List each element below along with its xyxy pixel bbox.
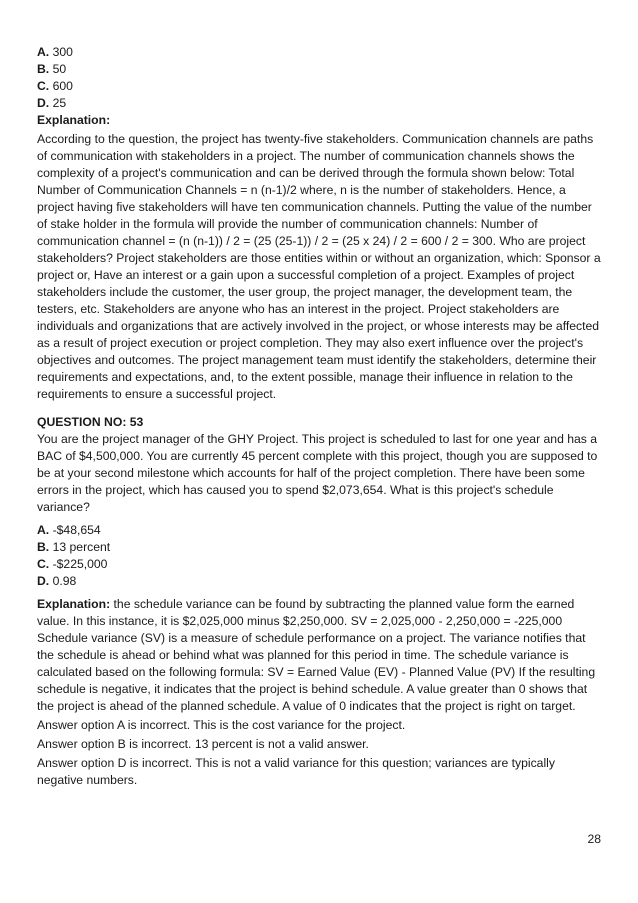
option-letter: C. bbox=[37, 557, 50, 571]
q52-options bbox=[37, 44, 603, 112]
explanation-label: Explanation: bbox=[37, 597, 111, 611]
option-text: 600 bbox=[49, 79, 73, 93]
explanation-label: Explanation: bbox=[37, 113, 111, 127]
option-b bbox=[37, 61, 603, 78]
option-letter: B. bbox=[37, 540, 50, 554]
page-number: 28 bbox=[587, 832, 601, 846]
option-letter: A. bbox=[37, 523, 50, 537]
explanation-text: the schedule variance can be found by subtracting the planned value form the earned value. In this instance, it is $2,025,000 minus $2,250,000. SV = 2,025,000 - 2,250,000 = -225,000 Schedule variance (SV) is a measure of schedule performance on a project. The variance notifies that the schedule is ahead or behind what was planned for this period in time. The schedule variance is calculated based on the following formula: SV = Earned Value (EV) - Planned Value (PV) If the resulting schedule is negative, it indicates that the project is behind schedule. A value greater than 0 shows that the project is ahead of the planned schedule. A value of 0 indicates that the project is right on target. bbox=[37, 597, 596, 713]
option-a bbox=[37, 44, 603, 61]
answer-note: Answer option B is incorrect. 13 percent is not a valid answer. bbox=[37, 737, 369, 751]
explanation-paragraph bbox=[37, 596, 603, 715]
option-text: 50 bbox=[49, 62, 67, 76]
option-text: 25 bbox=[49, 96, 67, 110]
option-text: 300 bbox=[49, 45, 73, 59]
answer-note: Answer option D is incorrect. This is not a valid variance for this question; variances are typically negative numbers. bbox=[37, 756, 555, 787]
explanation-text: According to the question, the project has twenty-five stakeholders. Communication channels are paths of communication with stakeholders in a project. The number of communication channels shows the complexity of a project's communication and can be derived through the formula shown below: Total Number of Communication Channels = n (n-1)/2 where, n is the number of stakeholders. Hence, a project having five stakeholders will have ten communication channels. Putting the value of the number of stake holder in the formula will provide the number of communication channels: Number of communication channel = (n (n-1)) / 2 = (25 (25-1)) / 2 = (25 x 24) / 2 = 600 / 2 = 300. Who are project stakeholders? Project stakeholders are those entities within or without an organization, which: Sponsor a project or, Have an interest or a gain upon a successful completion of a project. Examples of project stakeholders include the customer, the user group, the project manager, the development team, the testers, etc. Stakeholders are anyone who has an interest in the project. Project stakeholders are individuals and organizations that are actively involved in the project, or whose interests may be affected as a result of project execution or project completion. They may also exert influence over the project's objectives and outcomes. The project management team must identify the stakeholders, determine their requirements and expectations, and, to the extent possible, manage their influence in relation to the requirements to ensure a successful project. bbox=[37, 132, 601, 401]
option-letter: C. bbox=[37, 79, 50, 93]
option-text: -$48,654 bbox=[49, 523, 101, 537]
option-b bbox=[37, 539, 603, 556]
option-d bbox=[37, 95, 603, 112]
question-heading: QUESTION NO: 53 bbox=[37, 415, 144, 429]
option-letter: D. bbox=[37, 574, 50, 588]
question-text: You are the project manager of the GHY Project. This project is scheduled to last for one year and has a BAC of $4,500,000. You are currently 45 percent complete with this project, though you are supposed to be at your second milestone which accounts for half of the project completion. There have been some errors in the project, which has caused you to spend $2,073,654. What is this project's schedule variance? bbox=[37, 432, 598, 514]
option-c bbox=[37, 78, 603, 95]
option-letter: A. bbox=[37, 45, 50, 59]
option-a bbox=[37, 522, 603, 539]
option-c bbox=[37, 556, 603, 573]
option-d bbox=[37, 573, 603, 590]
option-text: 0.98 bbox=[49, 574, 77, 588]
q53-options bbox=[37, 522, 603, 590]
document-page bbox=[37, 44, 603, 789]
answer-note: Answer option A is incorrect. This is the cost variance for the project. bbox=[37, 718, 406, 732]
option-text: -$225,000 bbox=[49, 557, 108, 571]
option-letter: D. bbox=[37, 96, 50, 110]
option-letter: B. bbox=[37, 62, 50, 76]
option-text: 13 percent bbox=[49, 540, 111, 554]
